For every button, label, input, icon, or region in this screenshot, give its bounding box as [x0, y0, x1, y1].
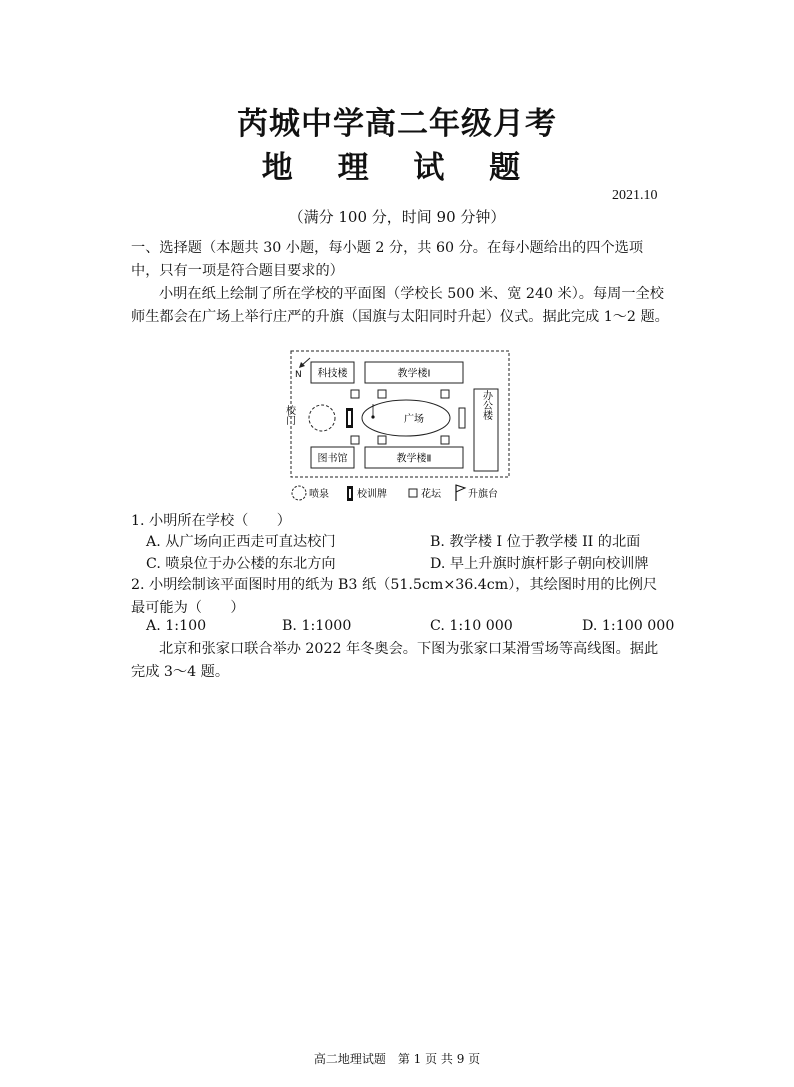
- teaching-building-2-label: 教学楼Ⅱ: [396, 453, 432, 465]
- question-1-option-c: C. 喷泉位于办公楼的东北方向: [146, 556, 336, 572]
- plaza-label: 广场: [404, 414, 424, 425]
- fountain-icon: [309, 405, 335, 431]
- question-1-option-b: B. 教学楼 I 位于教学楼 II 的北面: [430, 534, 641, 550]
- question-2-option-d: D. 1:100 000: [582, 618, 675, 634]
- north-label: N: [295, 370, 302, 380]
- legend-fountain-icon: [292, 486, 306, 500]
- question-2-option-a: A. 1:100: [146, 618, 207, 634]
- map-legend: [292, 485, 498, 501]
- exam-subject: 地 理 试 题: [261, 150, 533, 186]
- legend-sign-label: 校训牌: [357, 489, 387, 500]
- question-2-option-b: B. 1:1000: [282, 618, 352, 634]
- exam-title: 芮城中学高二年级月考: [237, 106, 557, 142]
- page-footer: 高二地理试题 第 1 页 共 9 页: [313, 1052, 481, 1066]
- school-plan-map: [283, 350, 513, 505]
- office-building-label: 办公楼: [480, 390, 492, 420]
- question-1-option-d: D. 早上升旗时旗杆影子朝向校训牌: [430, 556, 649, 572]
- question-1-stem: 1. 小明所在学校（ ）: [131, 513, 291, 529]
- library-label: 图书馆: [317, 453, 348, 465]
- score-info: （满分 100 分，时间 90 分钟）: [288, 208, 506, 226]
- legend-flowerbed-icon: [409, 489, 417, 497]
- question-2-stem: 2. 小明绘制该平面图时用的纸为 B3 纸（51.5cm×36.4cm），其绘图时用的比例尺最可能为（ ）: [131, 577, 658, 616]
- school-gate-label: 校门: [283, 405, 295, 425]
- passage-intro-1: 小明在纸上绘制了所在学校的平面图（学校长 500 米、宽 240 米）。每周一全校师生都会在广场上举行庄严的升旗（国旗与太阳同时升起）仪式。据此完成 1～2 题。: [131, 286, 669, 325]
- question-1-option-a: A. 从广场向正西走可直达校门: [146, 534, 336, 550]
- legend-fountain-label: 喷泉: [309, 489, 329, 500]
- teaching-building-1-label: 教学楼Ⅰ: [397, 368, 431, 380]
- section-instruction: 一、选择题（本题共 30 小题，每小题 2 分，共 60 分。在每小题给出的四个选项中，只有一项是符合题目要求的）: [131, 240, 644, 279]
- passage-intro-2: 北京和张家口联合举办 2022 年冬奥会。下图为张家口某滑雪场等高线图。据此完成 3～4 题。: [131, 641, 659, 680]
- exam-date: 2021.10: [612, 188, 658, 203]
- legend-flagpole-label: 升旗台: [468, 489, 498, 500]
- question-2-option-c: C. 1:10 000: [430, 618, 513, 634]
- legend-flowerbed-label: 花坛: [421, 489, 441, 500]
- tech-building-label: 科技楼: [317, 368, 348, 380]
